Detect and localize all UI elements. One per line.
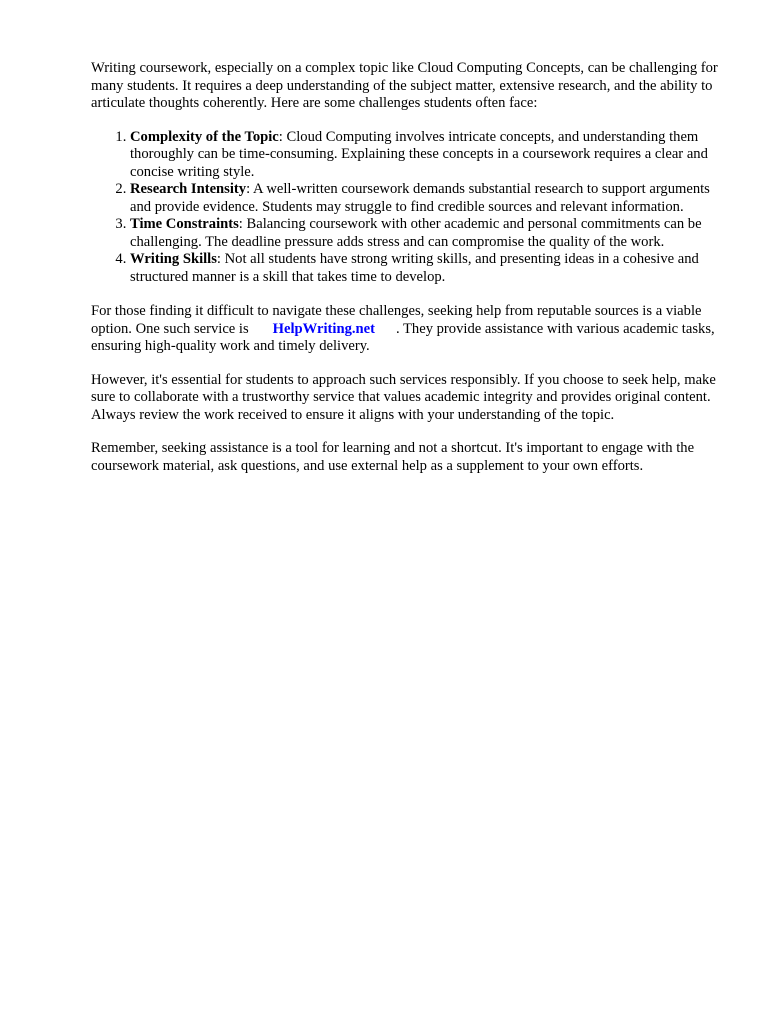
challenge-term: Research Intensity [130, 181, 247, 197]
challenge-text: : Cloud Computing involves intricate concepts, and understanding them thoroughly can be time-consuming. Explaining these concepts in a coursework requires a clear and concise writing style. [130, 128, 708, 180]
closing-paragraph: Remember, seeking assistance is a tool for learning and not a shortcut. It's important to engage with the coursework material, ask questions, and use external help as a supplement to your own efforts. [91, 440, 695, 474]
help-paragraph [91, 303, 723, 356]
help-text-after: . They provide assistance with various academic tasks, ensuring high-quality work and timely delivery. [91, 320, 715, 354]
challenge-text: : A well-written coursework demands substantial research to support arguments and provide evidence. Students may struggle to find credible sources and relevant information. [130, 181, 710, 215]
help-text-before: For those finding it difficult to navigate these challenges, seeking help from reputable sources is a viable option. One such service is [91, 303, 702, 337]
list-item [130, 129, 723, 182]
caution-paragraph: However, it's essential for students to approach such services responsibly. If you choose to seek help, make sure to collaborate with a trustworthy service that values academic integrity and provides original content. Always review the work received to ensure it aligns with your understanding of the topic. [91, 371, 716, 423]
intro-paragraph: Writing coursework, especially on a complex topic like Cloud Computing Concepts, can be challenging for many students. It requires a deep understanding of the subject matter, extensive research, and the ability to articulate thoughts coherently. Here are some challenges students often face: [91, 60, 718, 111]
challenge-term: Time Constraints [130, 216, 239, 232]
list-item [130, 216, 723, 251]
challenge-text: : Balancing coursework with other academic and personal commitments can be challenging. The deadline pressure adds stress and can compromise the quality of the work. [130, 216, 702, 250]
challenge-term: Complexity of the Topic [130, 128, 279, 145]
document-page [91, 60, 723, 491]
list-item [130, 251, 723, 286]
helpwriting-link[interactable]: HelpWriting.net [272, 320, 375, 337]
challenges-list [91, 129, 723, 287]
list-item [130, 181, 723, 216]
challenge-term: Writing Skills [130, 251, 217, 267]
challenge-text: : Not all students have strong writing skills, and presenting ideas in a cohesive and structured manner is a skill that takes time to develop. [130, 251, 699, 285]
